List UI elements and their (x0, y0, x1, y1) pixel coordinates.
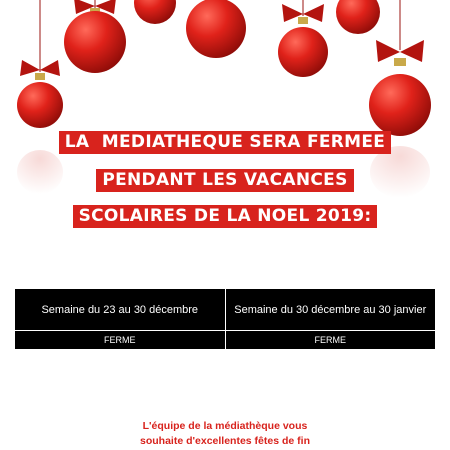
week-2-status: FERME (225, 331, 436, 350)
christmas-ornament-icon (278, 0, 328, 77)
closing-message-line-1: L'équipe de la médiathèque vous (142, 420, 308, 432)
table-row (15, 331, 436, 350)
announcement-line-3: SCOLAIRES DE LA NOEL 2019: (0, 205, 450, 228)
announcement-line-2: PENDANT LES VACANCES (0, 169, 450, 192)
closing-message-line-2: souhaite d'excellentes fêtes de fin (140, 435, 310, 447)
christmas-ornament-icon (17, 0, 63, 194)
week-1-header: Semaine du 23 au 30 décembre (15, 289, 226, 331)
week-2-header: Semaine du 30 décembre au 30 janvier (225, 289, 436, 331)
table-header-row (15, 289, 436, 331)
week-1-status: FERME (15, 331, 226, 350)
christmas-ornament-icon (134, 0, 176, 24)
christmas-ornament-icon (336, 0, 380, 34)
christmas-ornament-icon (186, 0, 246, 58)
announcement-line-1: LA MEDIATHEQUE SERA FERMEE (0, 131, 450, 154)
christmas-ornament-icon (64, 0, 126, 73)
closure-schedule-table (14, 288, 436, 350)
